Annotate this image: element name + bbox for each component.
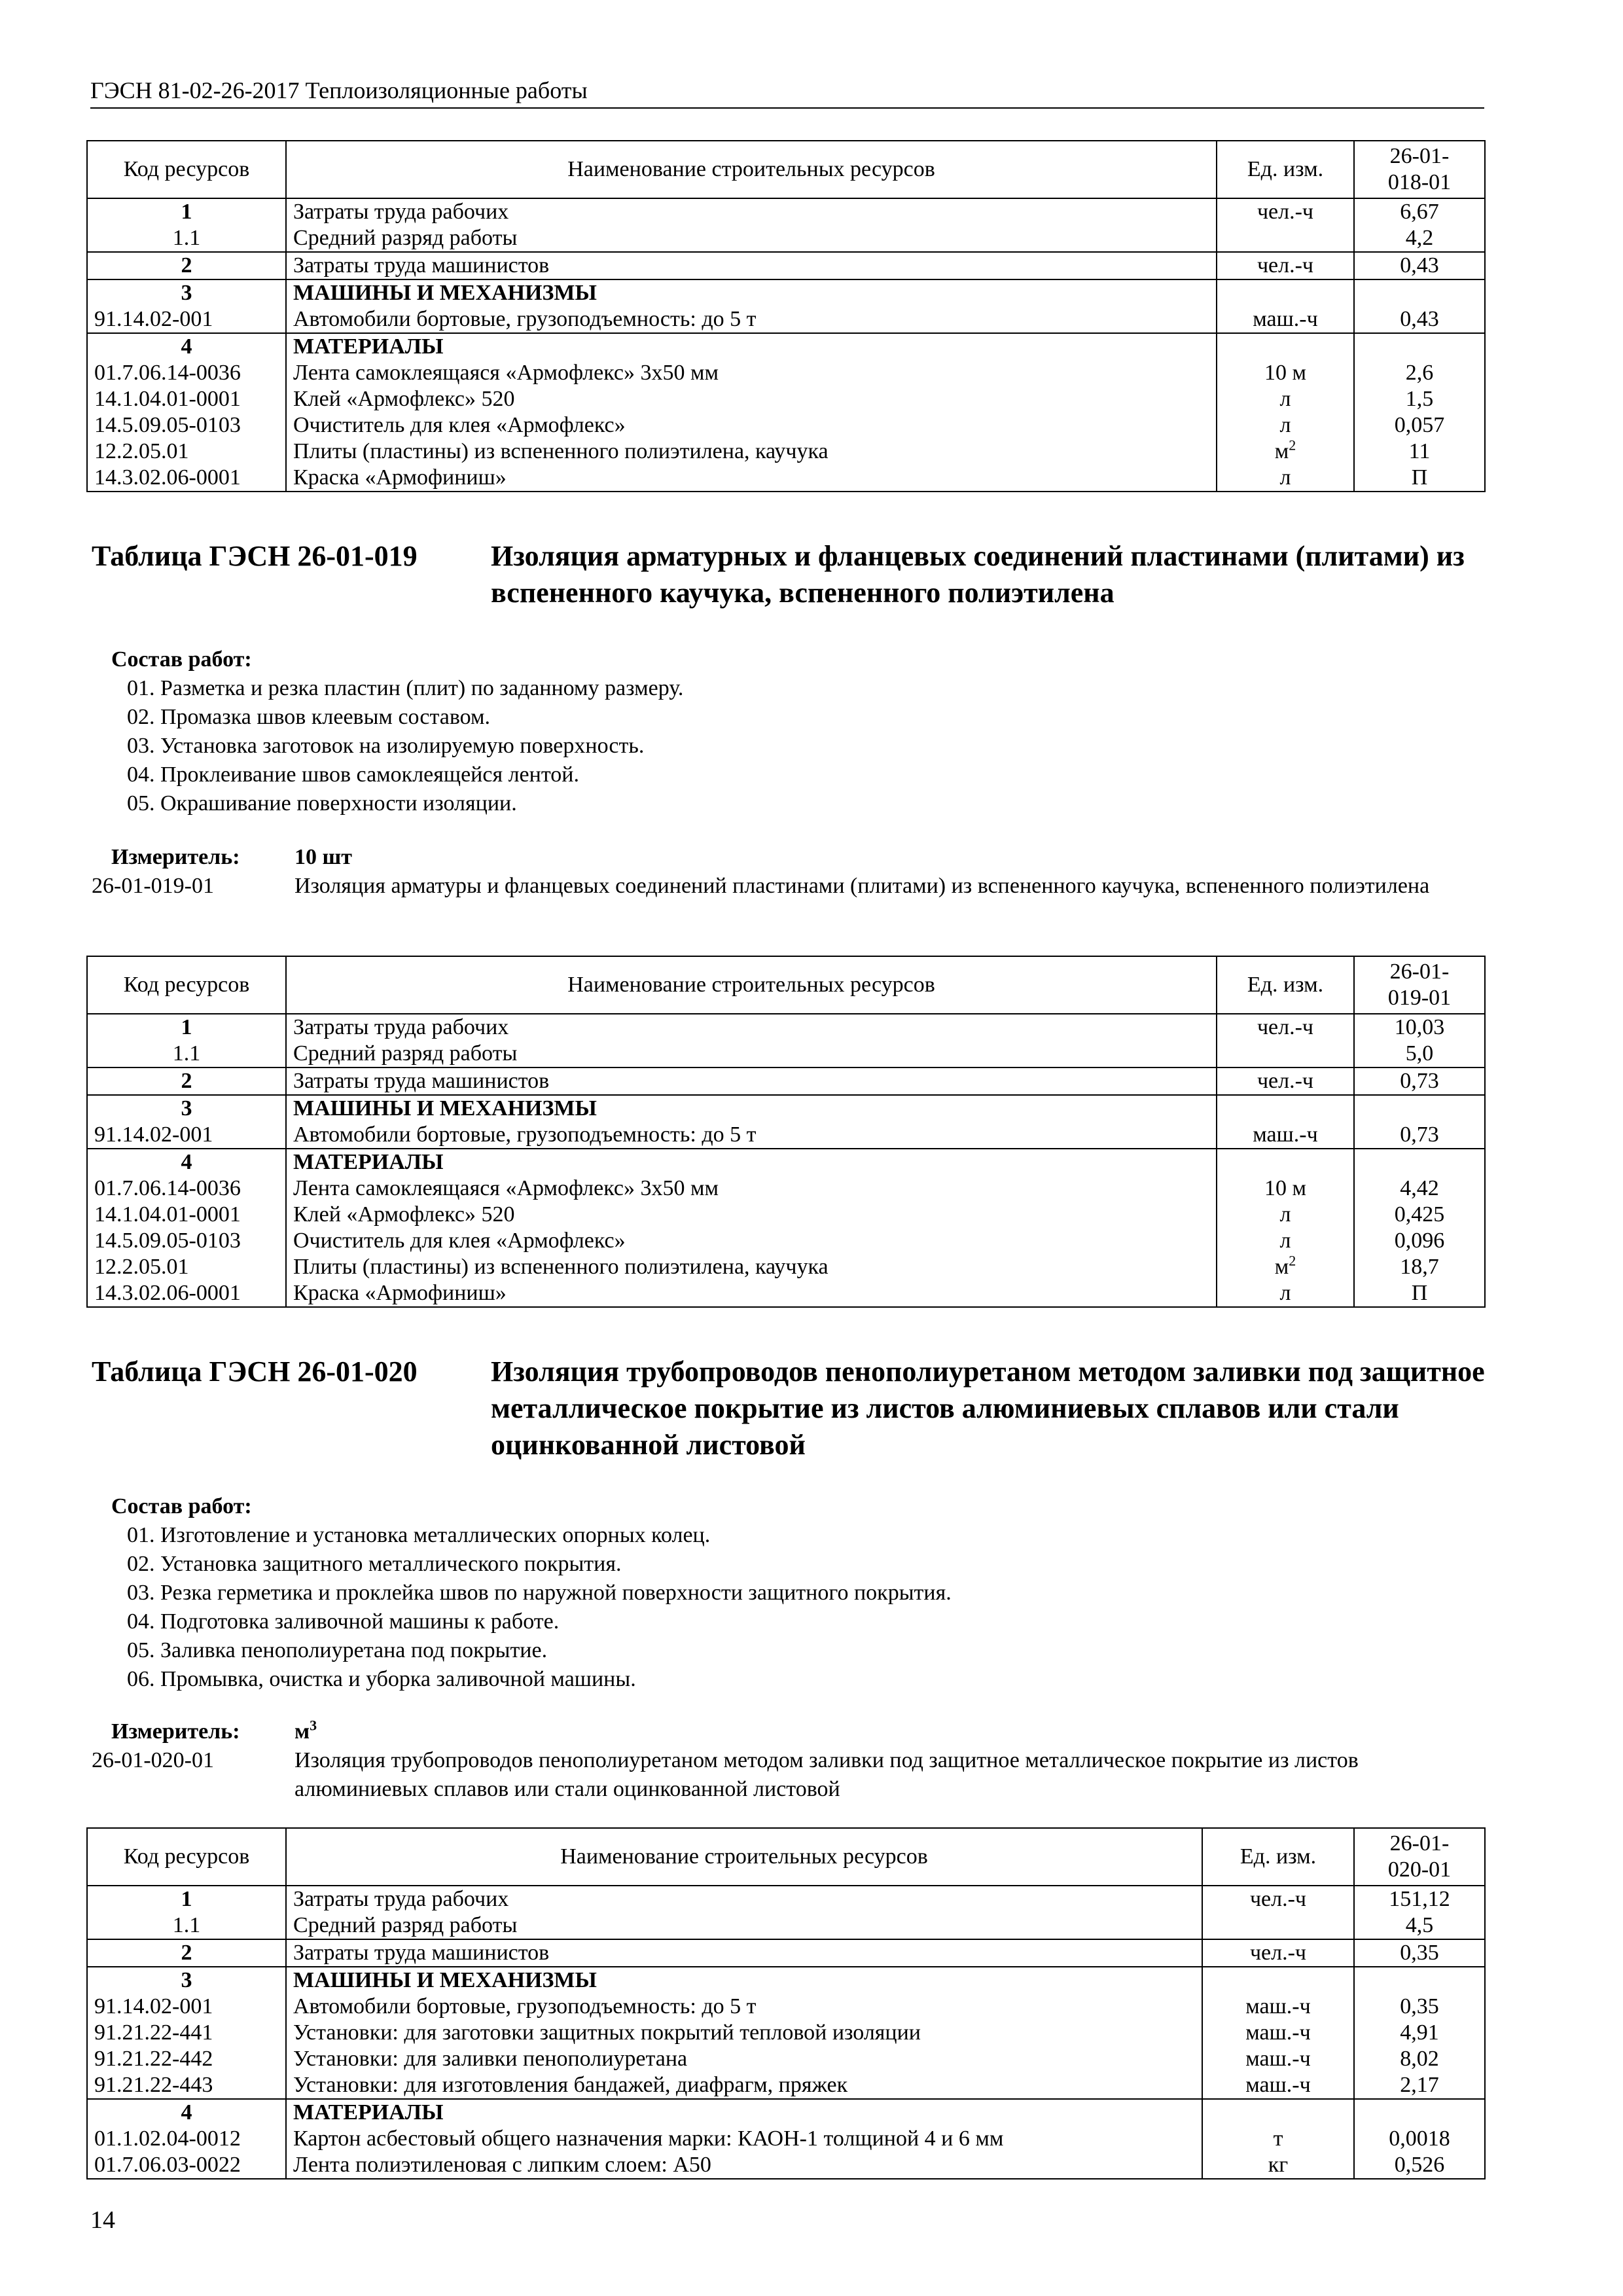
work-item: 02. Установка защитного металлического покрытия. — [127, 1552, 622, 1576]
cell-unit: чел.-ч — [1217, 1014, 1354, 1041]
cell-name: Очиститель для клея «Армофлекс» — [286, 1228, 1217, 1254]
col-unit-header: Ед. изм. — [1217, 956, 1354, 1014]
resource-table-018 — [86, 140, 1486, 492]
cell-code: 91.14.02-001 — [87, 306, 286, 333]
cell-name: Клей «Армофлекс» 520 — [286, 386, 1217, 412]
col-norm-header: 26-01- 018-01 — [1354, 141, 1485, 198]
item-code: 26-01-020-01 — [92, 1748, 214, 1772]
cell-code: 01.1.02.04-0012 — [87, 2126, 286, 2152]
cell-code: 12.2.05.01 — [87, 1254, 286, 1280]
cell-value: 0,526 — [1354, 2152, 1485, 2179]
col-norm-header: 26-01- 020-01 — [1354, 1828, 1485, 1886]
cell-unit — [1202, 1967, 1354, 1994]
cell-unit: л — [1217, 386, 1354, 412]
cell-code: 1.1 — [87, 225, 286, 252]
cell-name: Установки: для заливки пенополиуретана — [286, 2046, 1202, 2072]
work-item: 05. Окрашивание поверхности изоляции. — [127, 791, 517, 816]
cell-unit: $м^2$ — [1217, 1254, 1354, 1280]
work-item: 01. Изготовление и установка металлических опорных колец. — [127, 1523, 711, 1547]
table-row — [87, 1122, 1485, 1149]
cell-value — [1354, 279, 1485, 306]
cell-value: 0,057 — [1354, 412, 1485, 439]
table-row — [87, 252, 1485, 279]
cell-code: 3 — [87, 279, 286, 306]
cell-value: 4,5 — [1354, 1912, 1485, 1939]
cell-value: 8,02 — [1354, 2046, 1485, 2072]
work-item: 06. Промывка, очистка и уборка заливочной машины. — [127, 1667, 636, 1691]
table-name: Изоляция арматурных и фланцевых соединений пластинами (плитами) из вспененного каучука, вспененного полиэтилена — [491, 540, 1465, 609]
cell-unit: $м^2$ — [1217, 439, 1354, 465]
item-description: Изоляция арматуры и фланцевых соединений пластинами (плитами) из вспененного каучука, вспененного полиэтилена — [294, 874, 1430, 898]
table-row — [87, 1095, 1485, 1122]
cell-value — [1354, 333, 1485, 360]
table-header-row — [87, 956, 1485, 1014]
cell-value: П — [1354, 1280, 1485, 1307]
cell-value: 10,03 — [1354, 1014, 1485, 1041]
works-list-019 — [92, 645, 1479, 818]
table-row — [87, 1254, 1485, 1280]
col-unit-header: Ед. изм. — [1217, 141, 1354, 198]
cell-code: 1.1 — [87, 1912, 286, 1939]
cell-unit: 10 м — [1217, 360, 1354, 386]
table-row — [87, 198, 1485, 225]
table-header-row — [87, 1828, 1485, 1886]
cell-name: Затраты труда машинистов — [286, 252, 1217, 279]
cell-value: 2,17 — [1354, 2072, 1485, 2099]
cell-code: 3 — [87, 1095, 286, 1122]
cell-value: 0,425 — [1354, 1202, 1485, 1228]
cell-code: 14.5.09.05-0103 — [87, 412, 286, 439]
cell-unit: маш.-ч — [1217, 306, 1354, 333]
table-row — [87, 1067, 1485, 1095]
meter-019 — [92, 843, 1479, 901]
cell-name: МАТЕРИАЛЫ — [286, 1149, 1217, 1175]
table-row — [87, 1967, 1485, 1994]
meter-label: Измеритель: — [111, 1719, 240, 1744]
cell-value — [1354, 1095, 1485, 1122]
cell-code: 14.3.02.06-0001 — [87, 465, 286, 492]
cell-value: П — [1354, 465, 1485, 492]
table-row — [87, 465, 1485, 492]
cell-unit: маш.-ч — [1202, 2072, 1354, 2099]
cell-value — [1354, 1967, 1485, 1994]
meter-020 — [92, 1717, 1479, 1801]
cell-unit — [1217, 1149, 1354, 1175]
cell-name: Лента самоклеящаяся «Армофлекс» 3х50 мм — [286, 360, 1217, 386]
cell-code: 2 — [87, 252, 286, 279]
cell-value: 4,42 — [1354, 1175, 1485, 1202]
resource-table-019 — [86, 956, 1486, 1308]
cell-unit — [1217, 1041, 1354, 1067]
meter-value: $м^3$ — [294, 1717, 317, 1744]
work-item: 02. Промазка швов клеевым составом. — [127, 705, 491, 729]
table-row — [87, 2020, 1485, 2046]
cell-value: 0,43 — [1354, 306, 1485, 333]
cell-name: Затраты труда рабочих — [286, 1886, 1202, 1912]
cell-value: 4,2 — [1354, 225, 1485, 252]
cell-name: Затраты труда машинистов — [286, 1939, 1202, 1967]
cell-unit: чел.-ч — [1202, 1939, 1354, 1967]
cell-unit: чел.-ч — [1202, 1886, 1354, 1912]
table-row — [87, 1994, 1485, 2020]
cell-unit: 10 м — [1217, 1175, 1354, 1202]
table-row — [87, 2126, 1485, 2152]
cell-unit: маш.-ч — [1202, 2046, 1354, 2072]
cell-unit: т — [1202, 2126, 1354, 2152]
cell-unit: чел.-ч — [1217, 1067, 1354, 1095]
table-row — [87, 1149, 1485, 1175]
cell-code: 4 — [87, 2099, 286, 2126]
cell-name: Затраты труда машинистов — [286, 1067, 1217, 1095]
meter-label: Измеритель: — [111, 845, 240, 869]
resource-table-020 — [86, 1827, 1486, 2179]
cell-name: МАШИНЫ И МЕХАНИЗМЫ — [286, 279, 1217, 306]
meter-value: 10 шт — [294, 845, 352, 869]
cell-value: 2,6 — [1354, 360, 1485, 386]
cell-code: 1 — [87, 1014, 286, 1041]
cell-unit — [1217, 1095, 1354, 1122]
cell-unit — [1217, 279, 1354, 306]
table-number: Таблица ГЭСН 26-01-020 — [92, 1355, 418, 1388]
work-item: 04. Подготовка заливочной машины к работе. — [127, 1609, 560, 1634]
cell-code: 01.7.06.03-0022 — [87, 2152, 286, 2179]
table-row — [87, 360, 1485, 386]
col-unit-header: Ед. изм. — [1202, 1828, 1354, 1886]
cell-code: 1 — [87, 1886, 286, 1912]
cell-name: Очиститель для клея «Армофлекс» — [286, 412, 1217, 439]
cell-unit: л — [1217, 1202, 1354, 1228]
table-row — [87, 412, 1485, 439]
cell-name: Средний разряд работы — [286, 1912, 1202, 1939]
cell-code: 4 — [87, 333, 286, 360]
cell-name: Затраты труда рабочих — [286, 1014, 1217, 1041]
work-item: 05. Заливка пенополиуретана под покрытие. — [127, 1638, 548, 1662]
cell-value: 6,67 — [1354, 198, 1485, 225]
works-heading: Состав работ: — [111, 1494, 252, 1518]
table-row — [87, 2099, 1485, 2126]
table-row — [87, 1280, 1485, 1307]
cell-code: 4 — [87, 1149, 286, 1175]
cell-code: 01.7.06.14-0036 — [87, 1175, 286, 1202]
cell-code: 3 — [87, 1967, 286, 1994]
cell-name: Клей «Армофлекс» 520 — [286, 1202, 1217, 1228]
cell-name: МАШИНЫ И МЕХАНИЗМЫ — [286, 1095, 1217, 1122]
cell-name: Затраты труда рабочих — [286, 198, 1217, 225]
cell-code: 14.1.04.01-0001 — [87, 386, 286, 412]
table-number: Таблица ГЭСН 26-01-019 — [92, 540, 418, 572]
cell-unit: кг — [1202, 2152, 1354, 2179]
col-name-header: Наименование строительных ресурсов — [286, 956, 1217, 1014]
works-heading: Состав работ: — [111, 647, 252, 672]
table-row — [87, 1886, 1485, 1912]
cell-unit: маш.-ч — [1202, 1994, 1354, 2020]
col-name-header: Наименование строительных ресурсов — [286, 1828, 1202, 1886]
cell-code: 01.7.06.14-0036 — [87, 360, 286, 386]
cell-unit: чел.-ч — [1217, 252, 1354, 279]
table-row — [87, 306, 1485, 333]
cell-value: 0,096 — [1354, 1228, 1485, 1254]
page-header: ГЭСН 81-02-26-2017 Теплоизоляционные работы — [90, 77, 1484, 109]
table-row — [87, 386, 1485, 412]
cell-value: 0,35 — [1354, 1994, 1485, 2020]
cell-name: Установки: для заготовки защитных покрытий тепловой изоляции — [286, 2020, 1202, 2046]
cell-unit — [1217, 225, 1354, 252]
table-row — [87, 439, 1485, 465]
col-norm-header: 26-01- 019-01 — [1354, 956, 1485, 1014]
table-row — [87, 1041, 1485, 1067]
table-row — [87, 2152, 1485, 2179]
table-row — [87, 225, 1485, 252]
item-description: Изоляция трубопроводов пенополиуретаном методом заливки под защитное металлическое покрытие из листов алюминиевых сплавов или стали оцинкованной листовой — [294, 1748, 1359, 1801]
cell-unit: л — [1217, 1228, 1354, 1254]
cell-name: Средний разряд работы — [286, 1041, 1217, 1067]
table-row — [87, 1228, 1485, 1254]
cell-name: Краска «Армофиниш» — [286, 1280, 1217, 1307]
works-list-020 — [92, 1492, 1479, 1694]
cell-code: 12.2.05.01 — [87, 439, 286, 465]
cell-value — [1354, 1149, 1485, 1175]
cell-code: 91.14.02-001 — [87, 1122, 286, 1149]
table-row — [87, 1014, 1485, 1041]
cell-name: Лента полиэтиленовая с липким слоем: А50 — [286, 2152, 1202, 2179]
cell-name: МАТЕРИАЛЫ — [286, 333, 1217, 360]
cell-code: 1.1 — [87, 1041, 286, 1067]
cell-value: 4,91 — [1354, 2020, 1485, 2046]
cell-unit: л — [1217, 1280, 1354, 1307]
work-item: 03. Установка заготовок на изолируемую поверхность. — [127, 734, 645, 758]
cell-code: 91.21.22-441 — [87, 2020, 286, 2046]
cell-name: Картон асбестовый общего назначения марки: КАОН-1 толщиной 4 и 6 мм — [286, 2126, 1202, 2152]
work-item: 04. Проклеивание швов самоклеящейся лентой. — [127, 762, 579, 787]
cell-value: 1,5 — [1354, 386, 1485, 412]
work-item: 01. Разметка и резка пластин (плит) по заданному размеру. — [127, 676, 684, 700]
cell-unit — [1217, 333, 1354, 360]
table-row — [87, 1202, 1485, 1228]
cell-name: Плиты (пластины) из вспененного полиэтилена, каучука — [286, 439, 1217, 465]
table-header-row — [87, 141, 1485, 198]
cell-value: 5,0 — [1354, 1041, 1485, 1067]
cell-value — [1354, 2099, 1485, 2126]
col-code-header: Код ресурсов — [87, 956, 286, 1014]
cell-unit: чел.-ч — [1217, 198, 1354, 225]
cell-code: 14.1.04.01-0001 — [87, 1202, 286, 1228]
cell-value: 11 — [1354, 439, 1485, 465]
cell-name: Плиты (пластины) из вспененного полиэтилена, каучука — [286, 1254, 1217, 1280]
cell-code: 2 — [87, 1067, 286, 1095]
cell-code: 91.21.22-442 — [87, 2046, 286, 2072]
cell-unit: л — [1217, 465, 1354, 492]
page-number: 14 — [90, 2206, 115, 2234]
cell-unit — [1202, 2099, 1354, 2126]
cell-value: 0,43 — [1354, 252, 1485, 279]
cell-name: Установки: для изготовления бандажей, диафрагм, пряжек — [286, 2072, 1202, 2099]
table-row — [87, 279, 1485, 306]
cell-name: Автомобили бортовые, грузоподъемность: до 5 т — [286, 306, 1217, 333]
cell-name: Краска «Армофиниш» — [286, 465, 1217, 492]
cell-name: Автомобили бортовые, грузоподъемность: до 5 т — [286, 1122, 1217, 1149]
table-row — [87, 2072, 1485, 2099]
col-name-header: Наименование строительных ресурсов — [286, 141, 1217, 198]
cell-unit: маш.-ч — [1217, 1122, 1354, 1149]
cell-code: 91.21.22-443 — [87, 2072, 286, 2099]
cell-value: 18,7 — [1354, 1254, 1485, 1280]
table-row — [87, 333, 1485, 360]
cell-value: 0,73 — [1354, 1122, 1485, 1149]
cell-code: 14.3.02.06-0001 — [87, 1280, 286, 1307]
cell-value: 151,12 — [1354, 1886, 1485, 1912]
cell-code: 14.5.09.05-0103 — [87, 1228, 286, 1254]
table-row — [87, 1175, 1485, 1202]
cell-name: Автомобили бортовые, грузоподъемность: до 5 т — [286, 1994, 1202, 2020]
cell-value: 0,0018 — [1354, 2126, 1485, 2152]
cell-name: Лента самоклеящаяся «Армофлекс» 3х50 мм — [286, 1175, 1217, 1202]
cell-code: 2 — [87, 1939, 286, 1967]
cell-name: МАШИНЫ И МЕХАНИЗМЫ — [286, 1967, 1202, 1994]
cell-code: 1 — [87, 198, 286, 225]
table-name: Изоляция трубопроводов пенополиуретаном методом заливки под защитное металлическое покрытие из листов алюминиевых сплавов или стали оцинкованной листовой — [491, 1355, 1485, 1461]
table-row — [87, 1912, 1485, 1939]
cell-code: 91.14.02-001 — [87, 1994, 286, 2020]
item-code: 26-01-019-01 — [92, 874, 214, 898]
work-item: 03. Резка герметика и проклейка швов по наружной поверхности защитного покрытия. — [127, 1581, 952, 1605]
cell-unit: л — [1217, 412, 1354, 439]
cell-name: МАТЕРИАЛЫ — [286, 2099, 1202, 2126]
table-row — [87, 1939, 1485, 1967]
cell-value: 0,35 — [1354, 1939, 1485, 1967]
col-code-header: Код ресурсов — [87, 1828, 286, 1886]
table-row — [87, 2046, 1485, 2072]
cell-name: Средний разряд работы — [286, 225, 1217, 252]
cell-unit: маш.-ч — [1202, 2020, 1354, 2046]
col-code-header: Код ресурсов — [87, 141, 286, 198]
cell-value: 0,73 — [1354, 1067, 1485, 1095]
cell-unit — [1202, 1912, 1354, 1939]
